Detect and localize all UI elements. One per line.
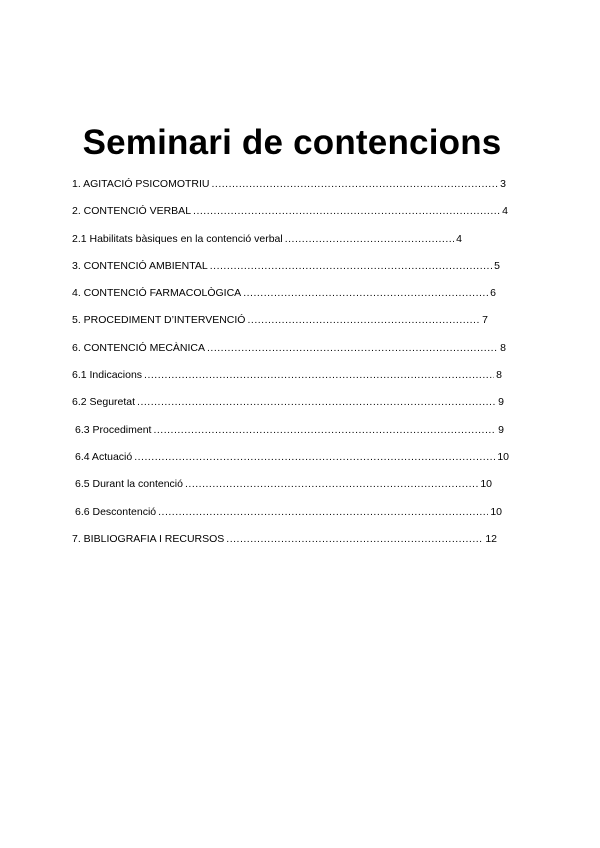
toc-page-number: 9	[498, 396, 504, 409]
toc-entry-2	[72, 205, 508, 232]
toc-leader-dots	[158, 506, 488, 518]
toc-entry-6	[72, 314, 488, 341]
toc-entry-14	[72, 533, 497, 560]
toc-entry-10	[72, 424, 504, 451]
toc-entry-13	[72, 506, 502, 533]
toc-entry-text: 6.4 Actuació	[75, 450, 133, 463]
toc-leader-dots	[185, 478, 478, 490]
toc-page-number: 5	[494, 259, 500, 272]
toc-page-number: 10	[480, 478, 492, 491]
toc-entry-4	[72, 260, 500, 287]
toc-page-number: 6	[490, 287, 496, 300]
toc-leader-dots	[226, 533, 483, 545]
toc-page-number: 12	[485, 532, 497, 545]
toc-entry-8	[72, 369, 502, 396]
toc-entry-3	[72, 233, 462, 260]
page-title: Seminari de contencions	[82, 123, 502, 163]
toc-entry-5	[72, 287, 496, 314]
toc-entry-9	[72, 396, 504, 423]
toc-entry-text: 6.6 Descontenció	[75, 505, 157, 518]
toc-entry-text: 4. CONTENCIÓ FARMACOLÒGICA	[72, 287, 242, 300]
toc-entry-text: 3. CONTENCIÓ AMBIENTAL	[72, 259, 208, 272]
toc-leader-dots	[153, 424, 496, 436]
toc-entry-text: 6.2 Seguretat	[72, 396, 136, 409]
toc-entry-7	[72, 342, 506, 369]
toc-entry-text: 6. CONTENCIÓ MECÀNICA	[72, 341, 206, 354]
toc-entry-11	[72, 451, 509, 478]
toc-entry-text: 1. AGITACIÓ PSICOMOTRIU	[72, 178, 210, 190]
toc-leader-dots	[144, 369, 494, 381]
toc-leader-dots	[210, 260, 492, 272]
toc-entry-text: 2. CONTENCIÓ VERBAL	[72, 205, 192, 218]
toc-leader-dots	[243, 287, 488, 299]
toc-entry-1	[72, 178, 506, 205]
toc-leader-dots	[134, 451, 495, 463]
toc-leader-dots	[212, 178, 499, 190]
toc-page-number: 8	[496, 369, 502, 382]
toc-leader-dots	[285, 233, 454, 245]
toc-entry-12	[72, 478, 492, 505]
toc-page-number: 4	[502, 205, 508, 218]
toc-leader-dots	[207, 342, 498, 354]
toc-page-number: 10	[490, 505, 502, 518]
toc-entry-text: 2.1 Habilitats bàsiques en la contenció verbal	[72, 232, 283, 245]
toc-page-number: 8	[500, 341, 506, 354]
toc-entry-text: 6.5 Durant la contenció	[75, 478, 183, 491]
toc-page-number: 3	[500, 178, 506, 190]
toc-leader-dots	[137, 396, 496, 408]
table-of-contents	[72, 178, 532, 560]
toc-page-number: 10	[497, 450, 509, 463]
toc-page-number: 9	[498, 423, 504, 436]
toc-entry-text: 6.3 Procediment	[75, 423, 152, 436]
toc-page-number: 4	[456, 232, 462, 245]
toc-leader-dots	[247, 314, 480, 326]
toc-entry-text: 6.1 Indicacions	[72, 369, 143, 382]
toc-entry-text: 7. BIBLIOGRAFIA I RECURSOS	[72, 532, 225, 545]
toc-leader-dots	[193, 205, 500, 217]
toc-entry-text: 5. PROCEDIMENT D’INTERVENCIÓ	[72, 314, 246, 327]
toc-page-number: 7	[482, 314, 488, 327]
